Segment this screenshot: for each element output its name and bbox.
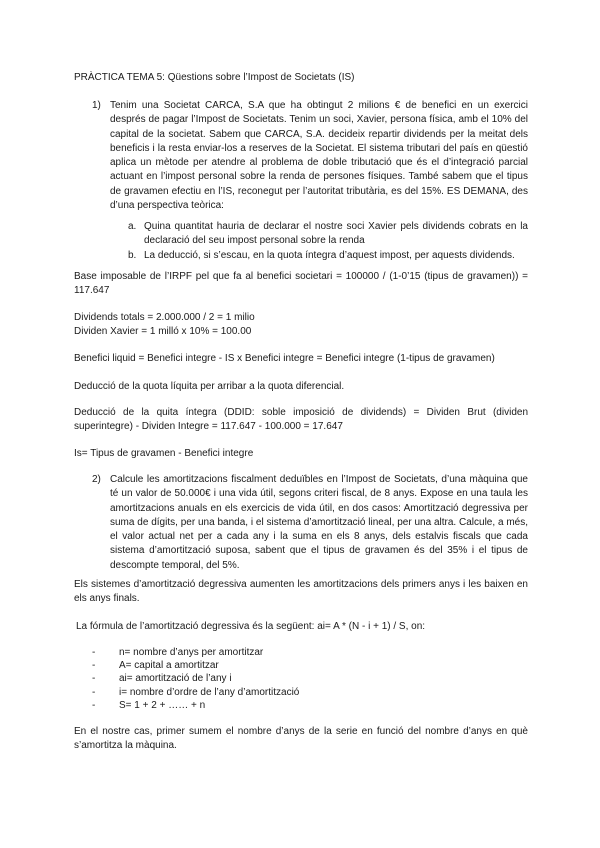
list-item: - i= nombre d’ordre de l’any d’amortització [92,686,300,698]
definitions-list [92,646,512,712]
amortitzacio-intro: Els sistemes d’amortització degressiva aumenten les amortitzacions dels primers anys i les baixen en els anys finals. [74,579,528,605]
page-title: PRÀCTICA TEMA 5: Qüestions sobre l’Impost de Societats (IS) [74,72,355,83]
dividen-xavier: Dividen Xavier = 1 milló x 10% = 100.00 [74,326,252,337]
subitem-a [128,220,528,249]
subitem-text: Quina quantitat hauria de declarar el nostre soci Xavier pels dividends cobrats en la declaració del seu impost personal sobre la renda [144,221,528,247]
list-item: - n= nombre d’anys per amortitzar [92,647,264,658]
dividends-totals: Dividends totals = 2.000.000 / 2 = 1 milio [74,312,255,323]
is-definition: Is= Tipus de gravamen - Benefici integre [74,448,254,459]
subitem-label: b. [128,249,137,261]
subitem-b [128,249,528,263]
question-1-subitems [128,220,528,263]
deduccio-intro: Deducció de la quota líquita per arribar a la quota diferencial. [74,381,345,392]
formula-line: La fórmula de l’amortització degressiva és la següent: ai= A * (N - i + 1) / S, on: [76,621,426,632]
list-item: - ai= amortització de l’any i [92,673,232,685]
question-1-number: 1) [92,100,101,111]
base-imposable: Base imposable de l’IRPF pel que fa al benefici societari = 100000 / (1-0’15 (tipus de gravamen)) = 117.647 [74,271,528,297]
question-1-text: Tenim una Societat CARCA, S.A que ha obtingut 2 milions € de benefici en un exercici després de pagar l’Impost de Societats. Tenim un soci, Xavier, persona física, amb el 10% del capital de la societat. Sabem que CARCA, S.A. decideix repartir dividends per la meitat dels beneficis i la resta enviar-los a reserves de la Societat. El sistema tributari del país en qüestió aplica un mètode per atendre al problema de doble tributació que és el d’integració parcial actuant en l’impost personal sobre la renda de persones físiques. També sabem que el tipus de gravamen efectiu en l’IS, reconegut per l’autoritat tributària, es del 15%. ES DEMANA, des d’una perspectiva teòrica: [110,100,528,212]
list-item: - S= 1 + 2 + …… + n [92,699,206,711]
subitem-text: La deducció, si s’escau, en la quota íntegra d’aquest impost, per aquests dividends. [144,249,515,261]
closing-paragraph: En el nostre cas, primer sumem el nombre d’anys de la serie en funció del nombre d’anys en què s’amortitza la màquina. [74,726,528,752]
question-2-text: Calcule les amortitzacions fiscalment deduïbles en l’Impost de Societats, d’una màquina que té un valor de 50.000€ i una vida útil, segons criteri fiscal, de 8 anys. Expose en una taula les amortitzacions anuals en els exercicis de vida útil, en dos casos: Amortització degressiva per suma de dígits, per una banda, i el sistema d’amortització lineal, per una altra. Calcule, a més, el valor actual net per a cada any i la suma en els 8 anys, dels estalvis fiscals que cada sistema d’amortització suposa, sabent que el tipus de gravamen és del 35% i el tipus de descompte temporal, del 5%. [110,474,528,571]
benefici-liquid: Benefici liquid = Benefici integre - IS x Benefici integre = Benefici integre (1-tipus de gravamen) [74,353,495,364]
list-item: - A= capital a amortitzar [92,660,219,672]
question-2-number: 2) [92,474,101,485]
subitem-label: a. [128,221,137,232]
deduccio-quota: Deducció de la quita íntegra (DDID: soble imposició de dividends) = Dividen Brut (dividen superintegre) - Dividen Integre = 117.647 - 100.000 = 17.647 [74,407,528,433]
